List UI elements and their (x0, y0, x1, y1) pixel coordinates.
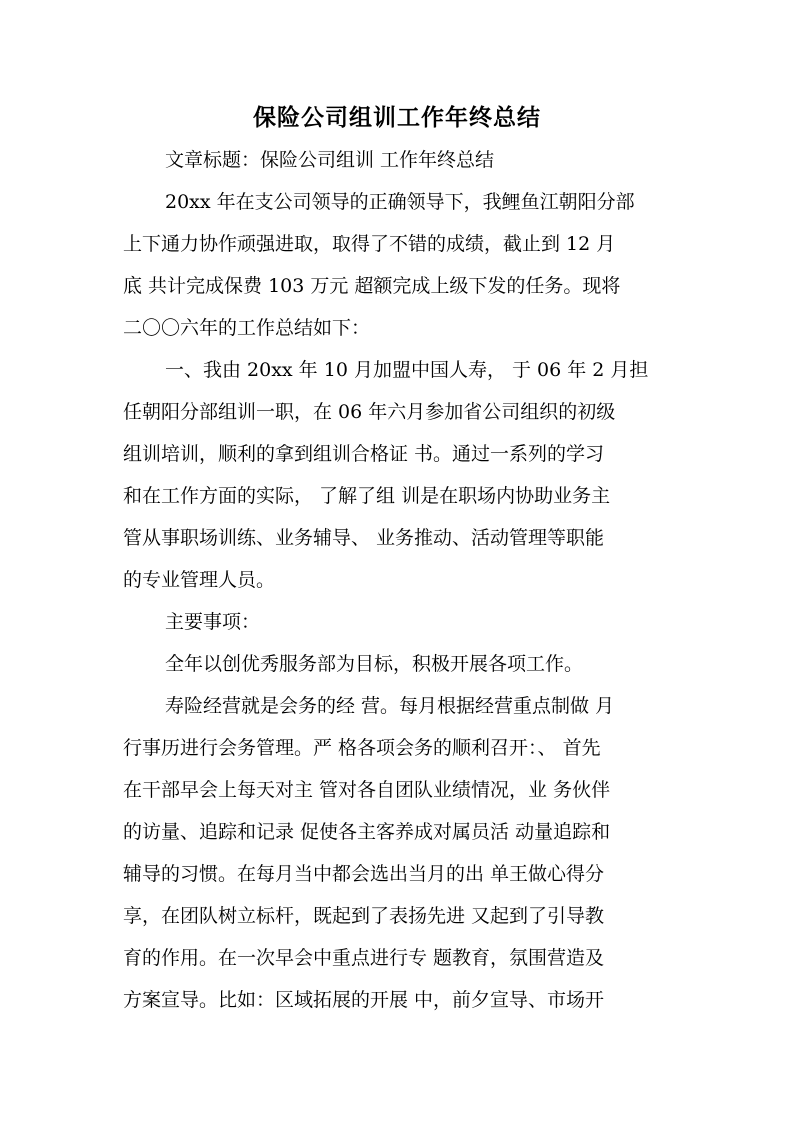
paragraph-line: 任朝阳分部组训一职，在 06 年六月参加省公司组织的初级 (123, 401, 616, 423)
document-title: 保险公司组训工作年终总结 (253, 104, 541, 131)
article-title-line: 文章标题：保险公司组训 工作年终总结 (165, 149, 495, 171)
paragraph-line: 行事历进行会务管理。严 格各项会务的顺利召开：、 首先 (123, 737, 601, 759)
paragraph-line: 的访量、追踪和记录 促使各主客养成对属员活 动量追踪和 (123, 821, 611, 843)
paragraph-line: 育的作用。在一次早会中重点进行专 题教育，氛围营造及 (123, 947, 605, 969)
paragraph-line: 上下通力协作顽强进取，取得了不错的成绩，截止到 12 月 (123, 233, 616, 255)
paragraph-line: 全年以创优秀服务部为目标，积极开展各项工作。 (165, 653, 584, 675)
paragraph-line: 在干部早会上每天对主 管对各自团队业绩情况，业 务伙伴 (123, 779, 611, 801)
paragraph-line: 二〇〇六年的工作总结如下： (123, 317, 371, 339)
paragraph-line: 的专业管理人员。 (123, 569, 276, 591)
paragraph-line: 辅导的习惯。在每月当中都会选出当月的出 单王做心得分 (123, 863, 605, 885)
paragraph-line: 寿险经营就是会务的经 营。每月根据经营重点制做 月 (165, 695, 615, 717)
paragraph-line: 和在工作方面的实际， 了解了组 训是在职场内协助业务主 (123, 485, 611, 507)
paragraph-line: 20xx 年在支公司领导的正确领导下，我鲤鱼江朝阳分部 (165, 191, 635, 213)
paragraph-line: 组训培训，顺利的拿到组训合格证 书。通过一系列的学习 (123, 443, 605, 465)
paragraph-line: 管从事职场训练、业务辅导、 业务推动、活动管理等职能 (123, 527, 605, 549)
paragraph-line: 底 共计完成保费 103 万元 超额完成上级下发的任务。现将 (123, 275, 621, 297)
section-heading: 主要事项： (165, 611, 261, 633)
paragraph-line: 方案宣导。比如：区域拓展的开展 中，前夕宣导、市场开 (123, 989, 605, 1011)
paragraph-line: 享，在团队树立标杆，既起到了表扬先进 又起到了引导教 (123, 905, 605, 927)
paragraph-line: 一、我由 20xx 年 10 月加盟中国人寿， 于 06 年 2 月担 (165, 359, 649, 381)
